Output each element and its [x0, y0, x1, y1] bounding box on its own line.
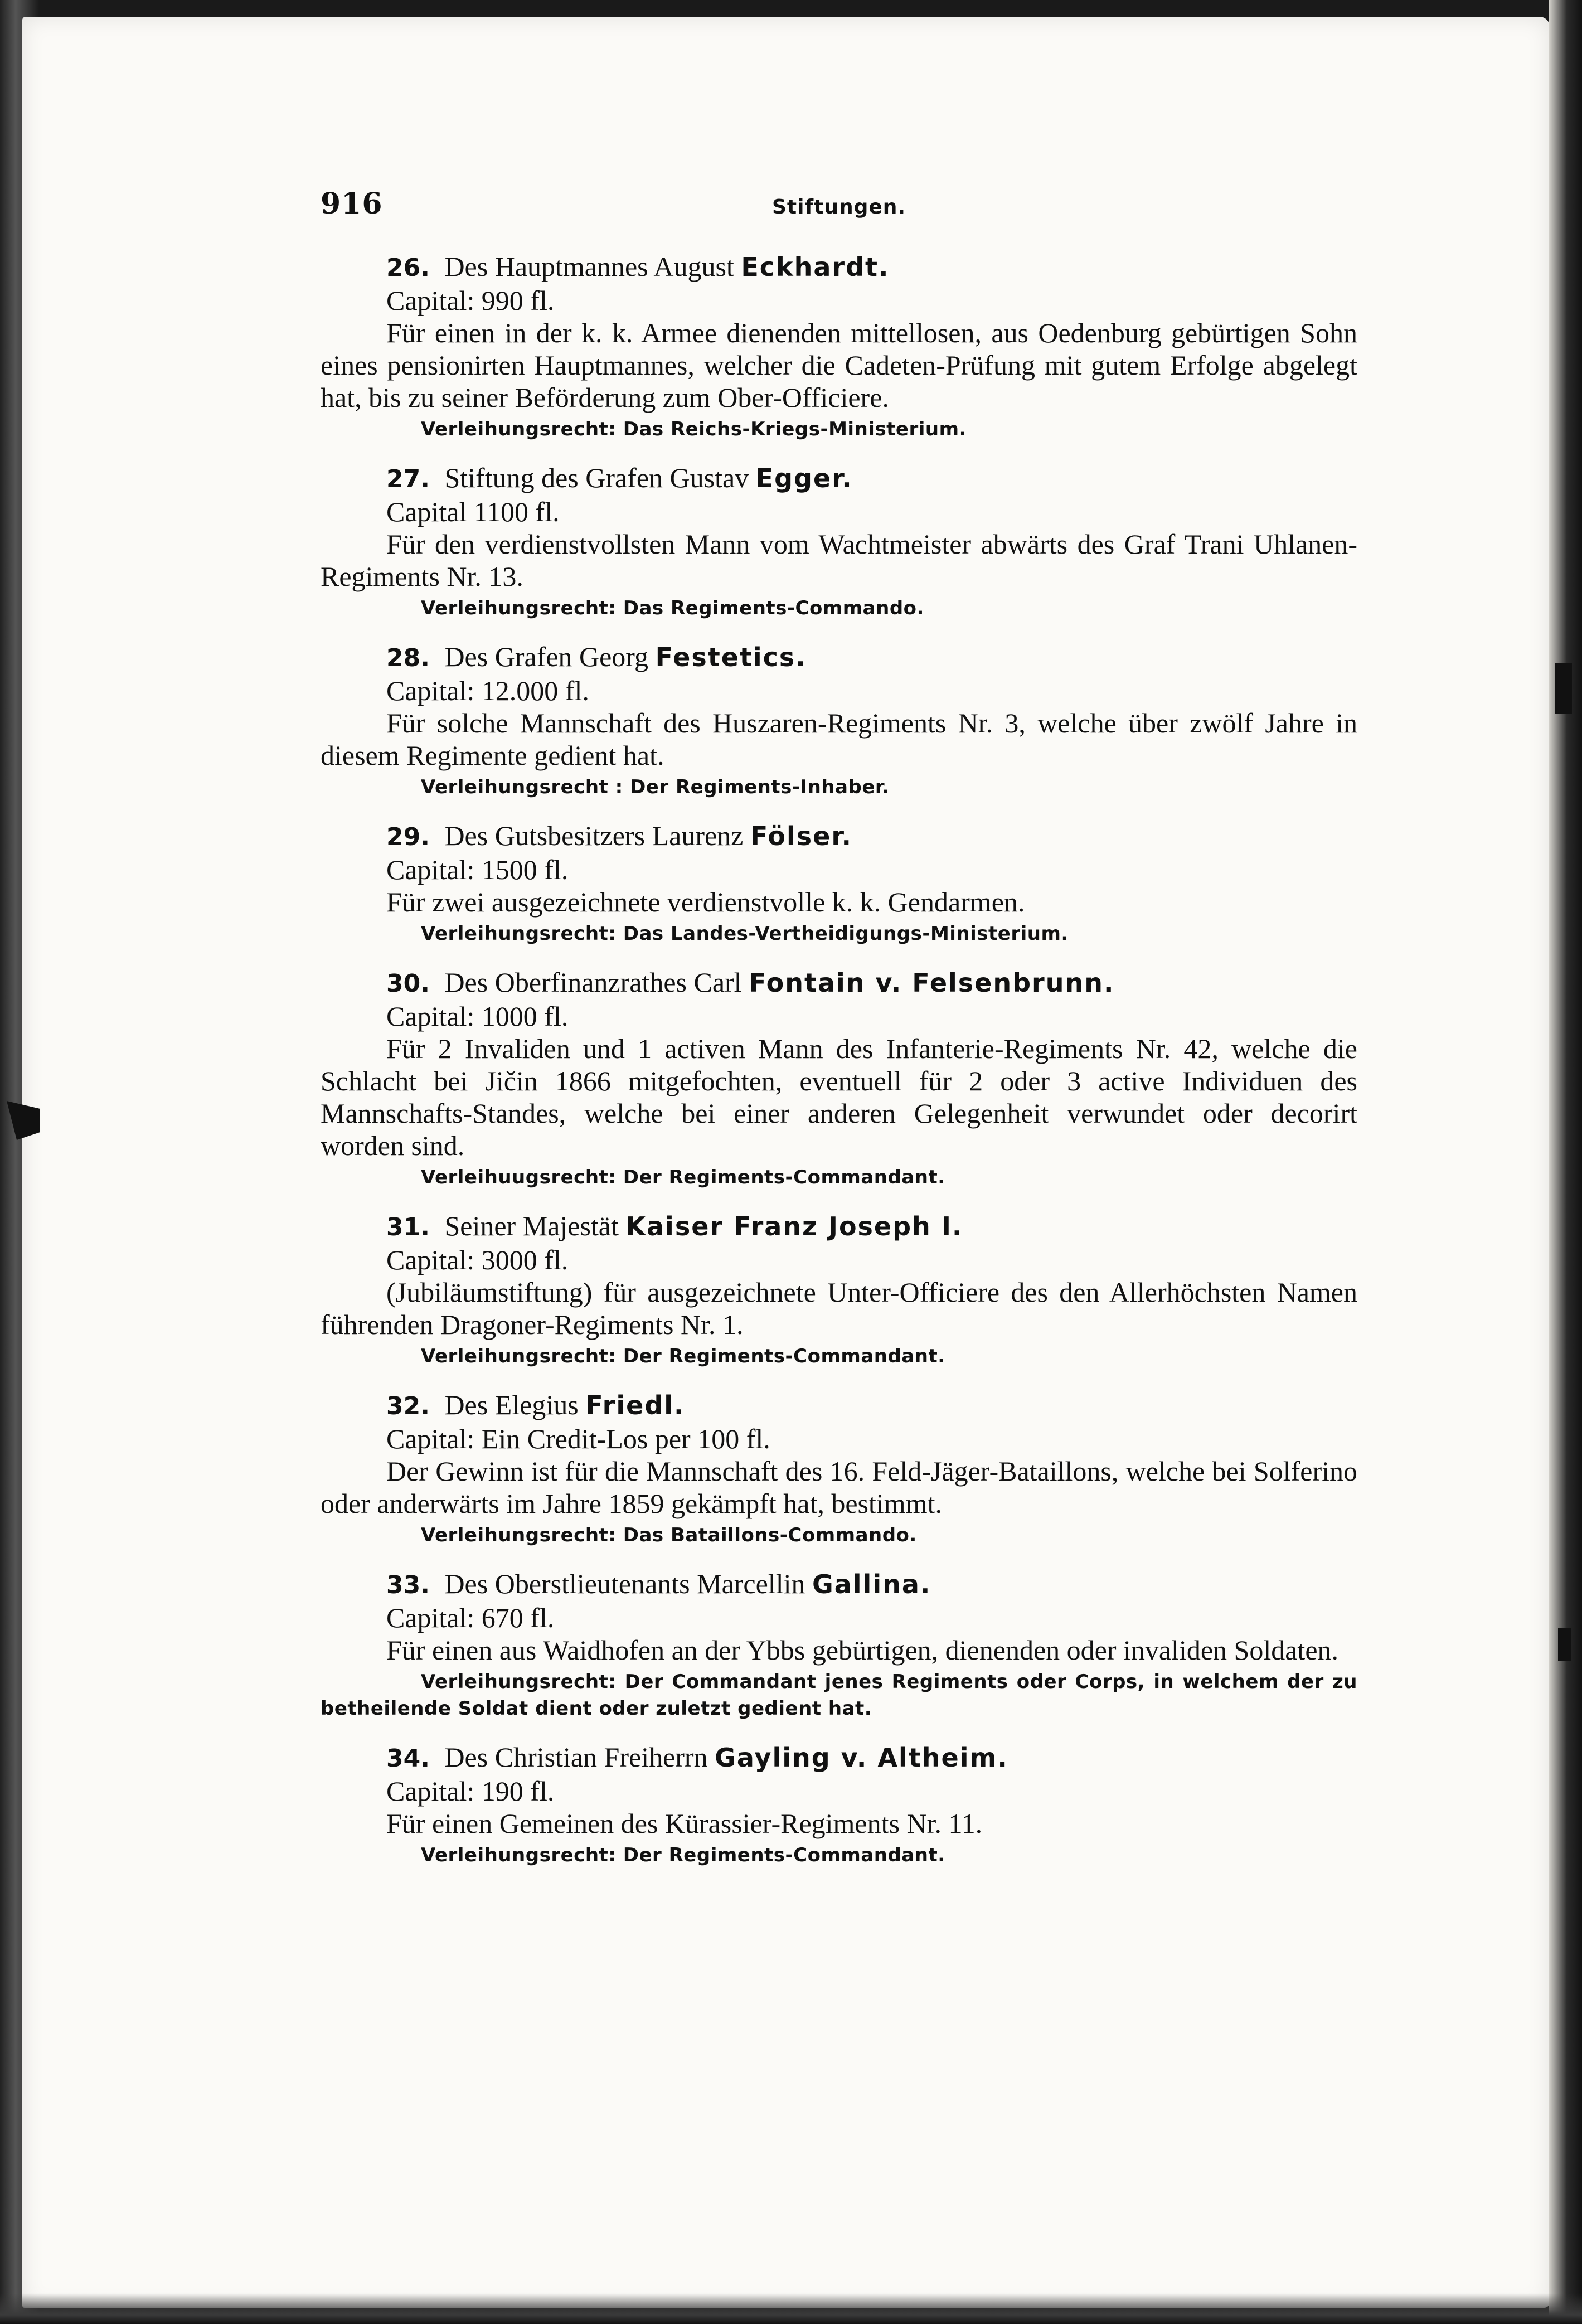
entry-26 [321, 250, 1357, 443]
award-right [321, 1842, 1357, 1869]
entry-32 [321, 1389, 1357, 1549]
purpose: (Jubiläumstiftung) für ausgezeichnete Unter-Officiere des den Allerhöchsten Namen führenden Dragoner-Regiments Nr. 1. [321, 1277, 1357, 1340]
founder-name: Kaiser Franz Joseph I. [625, 1211, 963, 1241]
page-number: 916 [321, 187, 383, 221]
purpose: Für einen Gemeinen des Kürassier-Regiments Nr. 11. [386, 1808, 983, 1839]
entry-title [321, 819, 1357, 853]
purpose: Für einen aus Waidhofen an der Ybbs gebürtigen, dienenden oder invaliden Soldaten. [386, 1634, 1339, 1666]
entry-number: 33. [386, 1571, 430, 1599]
capital: Capital: 190 fl. [386, 1775, 555, 1807]
entry-prefix: Des Elegius [444, 1389, 579, 1420]
award-right-value: Der Regiments-Commandant. [623, 1166, 945, 1188]
purpose: Für den verdienstvollsten Mann vom Wachtmeister abwärts des Graf Trani Uhlanen-Regiments Nr. 13. [321, 528, 1357, 592]
capital: Capital: 990 fl. [386, 285, 555, 316]
award-right-label: Verleihungsrecht: [421, 923, 617, 945]
award-right [321, 774, 1357, 800]
capital: Capital: 12.000 fl. [386, 675, 589, 706]
entry-title [321, 1568, 1357, 1602]
award-right-label: Verleihungsrecht: [421, 1524, 617, 1546]
purpose: Für einen in der k. k. Armee dienenden mittellosen, aus Oedenburg gebürtigen Sohn eines pensionirten Hauptmannes, welcher die Cadeten-Prüfung mit gutem Erfolge abgelegt hat, bis zu seiner Beförderung zum Ober-Officiere. [321, 317, 1357, 413]
purpose: Für solche Mannschaft des Huszaren-Regiments Nr. 3, welche über zwölf Jahre in diesem Regimente gedient hat. [321, 707, 1357, 771]
award-right-label: Verleihungsrecht: [421, 1844, 617, 1866]
award-right [321, 1343, 1357, 1370]
founder-name: Festetics. [655, 642, 807, 672]
running-head: Stiftungen. [772, 196, 906, 219]
entry-title [321, 641, 1357, 675]
entry-number: 28. [386, 644, 430, 672]
entry-number: 34. [386, 1744, 430, 1773]
award-right [321, 595, 1357, 622]
award-right [321, 1522, 1357, 1549]
entry-number: 30. [386, 969, 430, 998]
capital: Capital: 1000 fl. [386, 1001, 569, 1032]
capital: Capital: 1500 fl. [386, 854, 569, 885]
entry-title [321, 1210, 1357, 1244]
founder-name: Fontain v. Felsenbrunn. [749, 968, 1115, 998]
entry-34 [321, 1741, 1357, 1869]
entry-30 [321, 966, 1357, 1191]
binding-mark [1558, 1628, 1571, 1661]
page-header [321, 187, 1357, 231]
entry-prefix: Seiner Majestät [444, 1210, 619, 1241]
award-right-value: Der Regiments-Inhaber. [630, 776, 890, 798]
purpose: Für 2 Invaliden und 1 activen Mann des Infanterie-Regiments Nr. 42, welche die Schlacht bei Jičin 1866 mitgefochten, eventuell für 2 oder 3 active Individuen des Mannschafts-Standes, welche bei einer anderen Gelegenheit verwundet oder decorirt worden sind. [321, 1033, 1357, 1161]
founder-name: Gallina. [812, 1569, 931, 1599]
entry-prefix: Des Christian Freiherrn [444, 1741, 708, 1773]
entry-prefix: Des Grafen Georg [444, 641, 649, 672]
entry-title [321, 1741, 1357, 1775]
entry-number: 27. [386, 465, 430, 493]
entry-title [321, 250, 1357, 284]
founder-name: Gayling v. Altheim. [715, 1743, 1008, 1773]
entry-28 [321, 641, 1357, 800]
founder-name: Eckhardt. [741, 252, 890, 282]
scan-right-edge [1549, 0, 1582, 2324]
founder-name: Egger. [755, 463, 853, 493]
scan-bottom-edge [0, 2293, 1582, 2324]
award-right-label: Verleihuugsrecht: [421, 1166, 617, 1188]
award-right-label: Verleihungsrecht: [421, 1345, 617, 1367]
entry-title [321, 1389, 1357, 1423]
entry-prefix: Des Gutsbesitzers Laurenz [444, 820, 744, 851]
entry-number: 26. [386, 254, 430, 282]
award-right-value: Das Regiments-Commando. [623, 597, 924, 619]
entry-prefix: Stiftung des Grafen Gustav [444, 462, 749, 493]
purpose: Für zwei ausgezeichnete verdienstvolle k. k. Gendarmen. [386, 886, 1025, 918]
entry-prefix: Des Oberstlieutenants Marcellin [444, 1568, 805, 1599]
entry-title [321, 462, 1357, 496]
entry-number: 32. [386, 1392, 430, 1420]
entry-33 [321, 1568, 1357, 1722]
page-content [321, 187, 1357, 1869]
award-right [321, 1668, 1357, 1722]
founder-name: Fölser. [750, 821, 852, 851]
award-right-value: Der Regiments-Commandant. [623, 1345, 945, 1367]
award-right-label: Verleihungsrecht: [421, 418, 617, 440]
award-right [321, 920, 1357, 947]
award-right-label: Verleihungsrecht: [421, 597, 617, 619]
entry-29 [321, 819, 1357, 947]
binding-mark [1555, 663, 1572, 714]
entry-31 [321, 1210, 1357, 1370]
award-right-value: Der Commandant jenes Regiments oder Corps, in welchem der zu betheilende Soldat dient oder zuletzt gedient hat. [321, 1671, 1357, 1720]
award-right-value: Das Reichs-Kriegs-Ministerium. [623, 418, 967, 440]
capital: Capital: 3000 fl. [386, 1244, 569, 1275]
founder-name: Friedl. [585, 1390, 685, 1420]
award-right-label: Verleihungsrecht : [421, 776, 623, 798]
entry-number: 29. [386, 823, 430, 851]
capital: Capital: Ein Credit-Los per 100 fl. [386, 1423, 770, 1454]
capital: Capital: 670 fl. [386, 1602, 555, 1633]
entry-title [321, 966, 1357, 1000]
entry-27 [321, 462, 1357, 622]
award-right-value: Das Landes-Vertheidigungs-Ministerium. [623, 923, 1069, 945]
entry-prefix: Des Hauptmannes August [444, 251, 734, 282]
entry-prefix: Des Oberfinanzrathes Carl [444, 967, 742, 998]
award-right [321, 1164, 1357, 1191]
capital: Capital 1100 fl. [386, 496, 560, 527]
award-right [321, 416, 1357, 443]
entry-number: 31. [386, 1213, 430, 1241]
award-right-value: Das Bataillons-Commando. [623, 1524, 917, 1546]
award-right-label: Verleihungsrecht: [421, 1671, 617, 1693]
purpose: Der Gewinn ist für die Mannschaft des 16. Feld-Jäger-Bataillons, welche bei Solferino oder anderwärts im Jahre 1859 gekämpft hat, bestimmt. [321, 1455, 1357, 1519]
award-right-value: Der Regiments-Commandant. [623, 1844, 945, 1866]
